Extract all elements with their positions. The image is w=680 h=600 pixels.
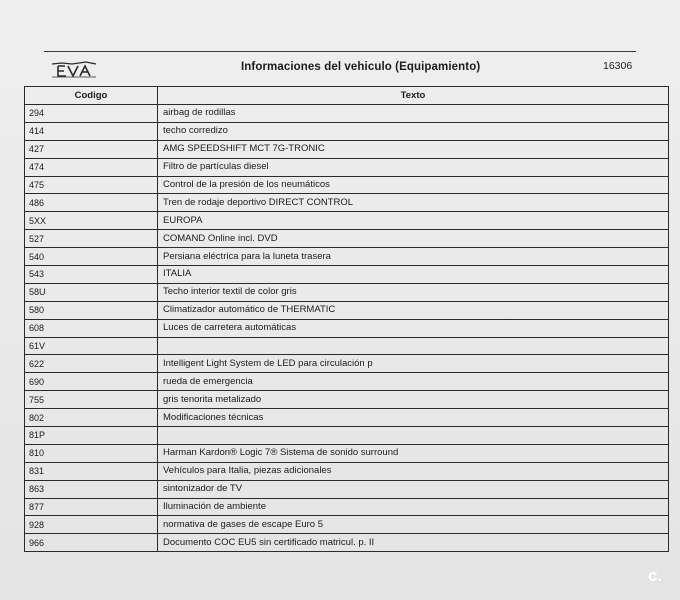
equipment-code-cell: 810 [25, 444, 158, 462]
column-header-text: Texto [158, 87, 669, 105]
table-row [25, 427, 669, 445]
watermark: c. [648, 566, 663, 585]
table-row [25, 319, 669, 337]
column-header-code: Codigo [25, 87, 158, 105]
equipment-code-cell: 877 [25, 498, 158, 516]
table-row [25, 248, 669, 266]
document-number: 16306 [603, 60, 633, 72]
equipment-code-cell: 690 [25, 373, 158, 391]
table-row [25, 534, 669, 552]
equipment-code-cell: 427 [25, 140, 158, 158]
table-row [25, 462, 669, 480]
equipment-code-cell: 294 [25, 105, 158, 123]
logo-mark [50, 60, 98, 78]
table-row [25, 212, 669, 230]
table-row [25, 391, 669, 409]
equipment-code-cell: 863 [25, 480, 158, 498]
table-row [25, 373, 669, 391]
equipment-description-cell: Intelligent Light System de LED para circulación p [158, 355, 669, 373]
equipment-code-cell: 543 [25, 266, 158, 284]
header-rule [44, 51, 636, 52]
table-row [25, 194, 669, 212]
equipment-description-cell: EUROPA [158, 212, 669, 230]
equipment-description-cell: Modificaciones técnicas [158, 409, 669, 427]
equipment-code-cell: 414 [25, 122, 158, 140]
equipment-description-cell: Climatizador automático de THERMATIC [158, 301, 669, 319]
equipment-description-cell: Filtro de partículas diesel [158, 158, 669, 176]
company-logo [50, 60, 98, 78]
equipment-description-cell: COMAND Online incl. DVD [158, 230, 669, 248]
table-row [25, 105, 669, 123]
equipment-description-cell: Persiana eléctrica para la luneta trasera [158, 248, 669, 266]
equipment-description-cell: Iluminación de ambiente [158, 498, 669, 516]
equipment-code-cell: 755 [25, 391, 158, 409]
table-row [25, 444, 669, 462]
equipment-code-cell: 475 [25, 176, 158, 194]
equipment-code-cell: 802 [25, 409, 158, 427]
equipment-table [24, 86, 669, 552]
equipment-code-cell: 61V [25, 337, 158, 355]
document-title: Informaciones del vehiculo (Equipamiento) [241, 61, 481, 73]
table-row [25, 301, 669, 319]
equipment-code-cell: 831 [25, 462, 158, 480]
equipment-description-cell: gris tenorita metalizado [158, 391, 669, 409]
table-row [25, 122, 669, 140]
equipment-code-cell: 486 [25, 194, 158, 212]
equipment-code-cell: 81P [25, 427, 158, 445]
equipment-description-cell: Documento COC EU5 sin certificado matricul. p. II [158, 534, 669, 552]
equipment-description-cell [158, 427, 669, 445]
equipment-code-cell: 474 [25, 158, 158, 176]
equipment-description-cell: normativa de gases de escape Euro 5 [158, 516, 669, 534]
equipment-code-cell: 540 [25, 248, 158, 266]
equipment-code-cell: 580 [25, 301, 158, 319]
table-row [25, 355, 669, 373]
equipment-description-cell: Techo interior textil de color gris [158, 283, 669, 301]
equipment-description-cell: Harman Kardon® Logic 7® Sistema de sonido surround [158, 444, 669, 462]
table-row [25, 337, 669, 355]
table-row [25, 498, 669, 516]
table-row [25, 158, 669, 176]
equipment-code-cell: 622 [25, 355, 158, 373]
equipment-description-cell: Control de la presión de los neumáticos [158, 176, 669, 194]
equipment-description-cell: airbag de rodillas [158, 105, 669, 123]
table-row [25, 516, 669, 534]
equipment-code-cell: 5XX [25, 212, 158, 230]
table-row [25, 140, 669, 158]
equipment-code-cell: 527 [25, 230, 158, 248]
equipment-code-cell: 928 [25, 516, 158, 534]
table-row [25, 409, 669, 427]
table-header-row [25, 87, 669, 105]
table-row [25, 176, 669, 194]
equipment-description-cell: sintonizador de TV [158, 480, 669, 498]
equipment-description-cell: AMG SPEEDSHIFT MCT 7G-TRONIC [158, 140, 669, 158]
equipment-description-cell: Tren de rodaje deportivo DIRECT CONTROL [158, 194, 669, 212]
equipment-description-cell: ITALIA [158, 266, 669, 284]
equipment-code-cell: 608 [25, 319, 158, 337]
equipment-description-cell: rueda de emergencia [158, 373, 669, 391]
equipment-code-cell: 58U [25, 283, 158, 301]
equipment-description-cell: Luces de carretera automáticas [158, 319, 669, 337]
equipment-description-cell: Vehículos para Italia, piezas adicionales [158, 462, 669, 480]
table-row [25, 283, 669, 301]
table-row [25, 266, 669, 284]
equipment-description-cell [158, 337, 669, 355]
equipment-code-cell: 966 [25, 534, 158, 552]
equipment-description-cell: techo corredizo [158, 122, 669, 140]
table-row [25, 480, 669, 498]
table-row [25, 230, 669, 248]
equipment-table-container [24, 86, 669, 552]
